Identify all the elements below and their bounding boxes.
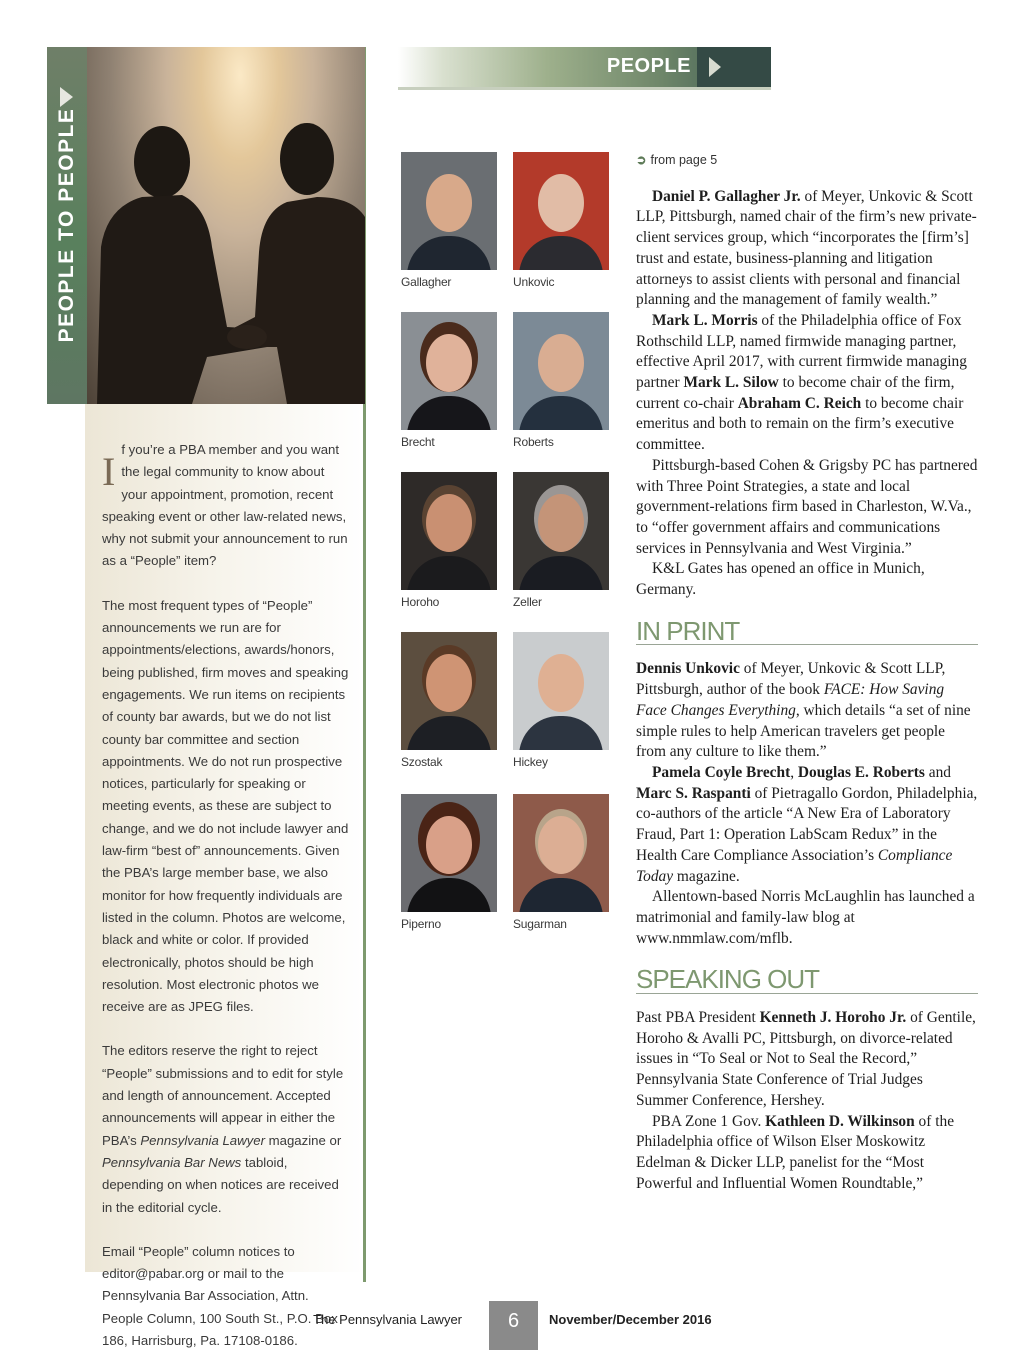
people-to-people-tab [47, 47, 87, 404]
intro-text: f you’re a PBA member and you want the legal community to know about your appointment, promotion, recent speaking event or other law-related news, why not submit your announcement to run as a “People” item? [102, 442, 348, 569]
item-text: , which details “a set of nine simple rules to help American travelers get people from any culture to like them.” [636, 701, 971, 761]
headshot-caption: Szostak [401, 755, 443, 769]
magazine-title: Compliance Today [636, 846, 953, 885]
headshot-horoho [401, 472, 497, 609]
morris-item [636, 311, 978, 456]
headshot-zeller [513, 472, 609, 609]
headshot-caption: Gallagher [401, 275, 452, 289]
headshot-szostak [401, 632, 497, 769]
unkovic-item [636, 659, 978, 763]
headshot-piperno [401, 794, 497, 931]
horoho-item [636, 1008, 978, 1112]
article-column [636, 150, 978, 1194]
headshot-photo [401, 312, 497, 430]
item-text: Past PBA President [636, 1009, 760, 1027]
item-text: of the Philadelphia office of Wilson Elser Moskowitz Edelman & Dicker LLP, panelist for the “Most Powerful and Influential Women Roundtable,” [636, 1112, 955, 1192]
headshot-photo [513, 152, 609, 270]
continued-from [636, 150, 978, 171]
item-text: of Meyer, Unkovic & Scott LLP, Pittsburgh, named chair of the firm’s new private-client services group, which “incorporates the [firm’s] trust and estate, business-planning and litigation attorneys to assist clients with personal and financial planning and the management of family wealth.” [636, 187, 977, 309]
headshot-roberts [513, 312, 609, 449]
from-page-text: from page 5 [650, 153, 718, 167]
play-arrow-icon [60, 87, 73, 107]
drop-cap: I [102, 449, 116, 494]
intro-paragraph [102, 439, 352, 573]
item-text: of Meyer, Unkovic & Scott LLP, Pittsburgh, author of the book [636, 660, 946, 699]
speaking-out-heading: SPEAKING OUT [636, 969, 978, 994]
headshot-caption: Sugarman [513, 917, 567, 931]
brecht-roberts-item [636, 763, 978, 887]
vertical-title: PEOPLE TO PEOPLE [55, 107, 78, 343]
editors-text-c: tabloid, depending on when notices are received in the editorial cycle. [102, 1154, 339, 1215]
book-title: FACE: How Saving Face Changes Everything [636, 681, 945, 719]
headshot-photo [401, 472, 497, 590]
item-text: of the Philadelphia office of Fox Rothschild LLP, named firmwide managing partner, effective April 2017, with current firmwide managing partner [636, 311, 967, 392]
headshot-photo [513, 312, 609, 430]
tabloid-name: Pennsylvania Bar News [102, 1154, 242, 1170]
item-text: magazine. [673, 867, 740, 885]
contact-paragraph: Email “People” column notices to editor@pabar.org or mail to the Pennsylvania Bar Association, Attn. People Column, 100 South St., P.O. Box 186, Harrisburg, Pa. 17108-0186. [102, 1243, 338, 1348]
magazine-name: Pennsylvania Lawyer [140, 1132, 265, 1148]
person-name: Douglas E. Roberts [797, 763, 925, 781]
headshot-photo [401, 794, 497, 912]
sidebar-panel [47, 47, 367, 1348]
wilkinson-item [636, 1112, 978, 1195]
headshot-caption: Brecht [401, 435, 435, 449]
editors-text-a: The editors reserve the right to reject “People” submissions and to edit for style and length of announcement. Accepted announcements will appear in either the PBA’s [102, 1043, 344, 1148]
person-name: Pamela Coyle Brecht [652, 763, 791, 781]
person-name: Mark L. Silow [683, 374, 779, 392]
person-name: Dennis Unkovic [636, 660, 740, 678]
item-text: to become chair emeritus and both to remain on the firm’s executive committee. [636, 394, 964, 454]
editors-paragraph [102, 1040, 352, 1218]
person-name: Daniel P. Gallagher Jr. [652, 187, 801, 205]
in-print-heading: IN PRINT [636, 621, 978, 646]
headshot-caption: Piperno [401, 917, 441, 931]
headshot-caption: Horoho [401, 595, 440, 609]
section-banner [398, 47, 771, 90]
item-text: to become chair of the firm, current co-chair [636, 374, 955, 412]
headshot-caption: Hickey [513, 755, 548, 769]
headshot-photo [401, 632, 497, 750]
page-number: 6 [489, 1301, 538, 1350]
headshot-sugarman [513, 794, 609, 931]
frequent-types-paragraph: The most frequent types of “People” announcements we run are for appointments/elections, awards/honors, being published, firm moves and speaking engagements. We run items on recipients of county bar awards, but we do not list county bar committee and section appointments. We do not run prospective notices, particularly for speaking or meeting events, as these are subject to change, and we do not include lawyer and law-firm “best of” announcements. Given the PBA’s large member base, we also monitor for how frequently individuals are listed in the column. Photos are welcome, black and white or color. If provided electronically, photos should be high resolution. Most electronic photos we receive are as JPEG files. [102, 597, 349, 1015]
issue-date: November/December 2016 [549, 1312, 712, 1327]
headshot-caption: Unkovic [513, 275, 555, 289]
headshot-brecht [401, 312, 497, 449]
handshake-silhouette-image [87, 47, 365, 404]
handshake-photo [87, 47, 365, 404]
headshot-photo [401, 152, 497, 270]
item-text: of Gentile, Horoho & Avalli PC, Pittsburgh, on divorce-related issues in “To Seal or Not to Seal the Record,” Pennsylvania State Conference of Trial Judges Summer Conference, Hershey. [636, 1009, 976, 1109]
person-name: Mark L. Morris [652, 311, 758, 329]
headshot-photo [513, 794, 609, 912]
headshot-caption: Roberts [513, 435, 554, 449]
item-text: , [790, 763, 798, 781]
page-footer [0, 1301, 1024, 1350]
kl-gates-item: K&L Gates has opened an office in Munich, Germany. [636, 560, 925, 599]
continued-arrow-icon: ➲ [636, 153, 647, 167]
item-text: of Pietragallo Gordon, Philadelphia, co-authors of the article “A New Era of Laboratory Fraud, Part 1: Operation LabScam Redux” in the Health Care Compliance Association’s [636, 784, 978, 864]
headshot-gallagher [401, 152, 497, 289]
person-name: Kathleen D. Wilkinson [765, 1112, 915, 1130]
item-text: PBA Zone 1 Gov. [652, 1112, 766, 1130]
headshot-hickey [513, 632, 609, 769]
item-text: and [924, 763, 951, 781]
gallagher-item [636, 187, 978, 311]
headshot-photo [513, 632, 609, 750]
submission-instructions [102, 439, 352, 1350]
norris-mclaughlin-item: Allentown-based Norris McLaughlin has launched a matrimonial and family-law blog at www.nmmlaw.com/mflb. [636, 888, 975, 947]
publication-name: The Pennsylvania Lawyer [313, 1312, 462, 1327]
person-name: Kenneth J. Horoho Jr. [759, 1009, 907, 1027]
headshot-caption: Zeller [513, 595, 542, 609]
headshot-photo [513, 472, 609, 590]
person-name: Abraham C. Reich [737, 394, 862, 412]
section-title: PEOPLE [606, 55, 691, 77]
play-arrow-icon [709, 57, 721, 77]
person-name: Marc S. Raspanti [636, 784, 751, 802]
editors-text-b: magazine or [264, 1132, 342, 1148]
headshot-unkovic [513, 152, 609, 289]
cohen-grigsby-item: Pittsburgh-based Cohen & Grigsby PC has partnered with Three Point Strategies, a state and local government-relations firm based in Charleston, W.Va., to “offer government affairs and communications services in Pennsylvania and West Virginia.” [636, 456, 978, 557]
